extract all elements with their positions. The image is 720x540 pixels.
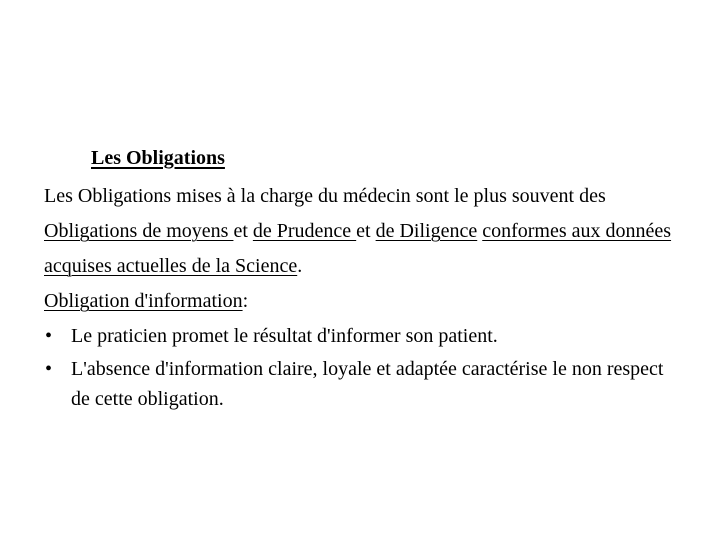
- slide-title: Les Obligations: [91, 147, 225, 169]
- paragraph-text: .: [297, 255, 303, 277]
- list-item-text: Le praticien promet le résultat d'informer son patient.: [71, 325, 498, 347]
- slide-body: [44, 179, 684, 414]
- donnees-acquises-text: conformes aux données acquises actuelles de la Science: [44, 220, 672, 277]
- bullet-icon: •: [45, 358, 53, 380]
- information-bullet-list: [44, 319, 684, 414]
- de-diligence-text: de Diligence: [375, 220, 478, 242]
- obligations-de-moyens-text: Obligations de moyens: [44, 220, 234, 242]
- information-heading-label: Obligation d'information: [44, 290, 243, 312]
- information-heading-suffix: :: [242, 290, 249, 312]
- list-item: [44, 319, 684, 354]
- bullet-icon: •: [45, 325, 53, 347]
- paragraph-text: et: [356, 220, 376, 242]
- obligations-paragraph: [44, 179, 684, 284]
- paragraph-text: et: [233, 220, 253, 242]
- paragraph-text: Les Obligations mises à la charge du médecin sont le plus souvent des: [44, 185, 606, 207]
- information-heading: [44, 284, 684, 319]
- list-item: [44, 354, 684, 414]
- de-prudence-text: de Prudence: [252, 220, 357, 242]
- list-item-text: L'absence d'information claire, loyale et adaptée caractérise le non respect de cette obligation.: [71, 358, 664, 410]
